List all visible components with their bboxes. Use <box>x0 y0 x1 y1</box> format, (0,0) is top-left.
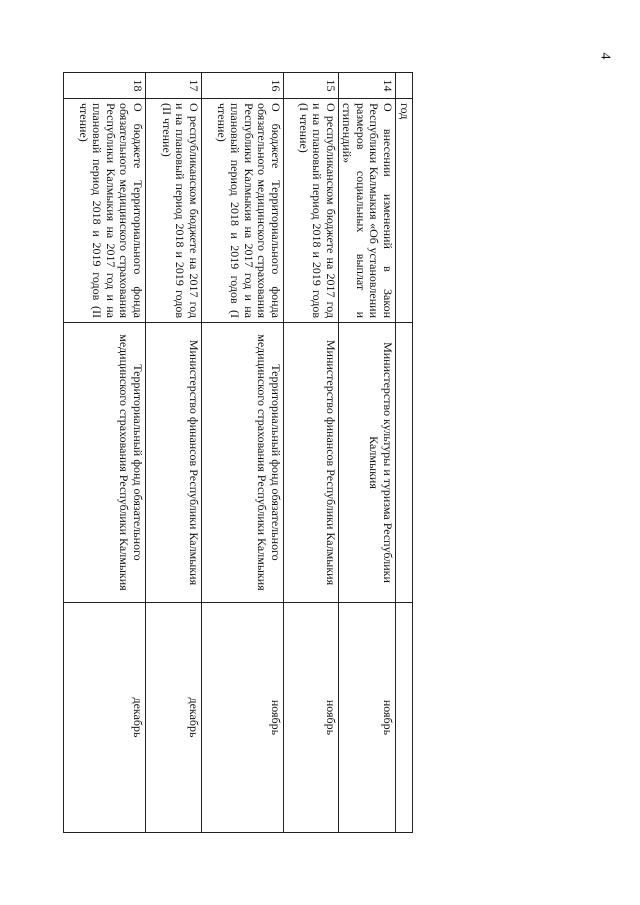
cell-bill-title: О бюджете Территориального фонда обязательного медицинского страхования Республики Калмыкия на 2017 год и на плановый период 2018 и 2019 годов (II чтение) <box>64 99 146 323</box>
cell-responsible: Министерство культуры и туризма Республики Калмыкия <box>339 323 396 603</box>
cell-month: ноябрь <box>284 603 339 833</box>
cell-number: 14 <box>339 73 396 99</box>
page-number: 4 <box>597 52 613 60</box>
legislation-plan-table <box>63 72 413 833</box>
cell-responsible: Территориальный фонд обязательного медицинского страхования Республики Калмыкия <box>202 323 284 603</box>
cell-responsible <box>396 323 413 603</box>
cell-bill-title: год <box>396 99 413 323</box>
table-row <box>202 73 284 833</box>
rotated-table-container <box>68 72 413 832</box>
cell-month: декабрь <box>64 603 146 833</box>
cell-month: ноябрь <box>339 603 396 833</box>
table-row-continuation <box>396 73 413 833</box>
cell-bill-title: О внесении изменений в Закон Республики Калмыкия «Об установлении размеров социальных выплат и стипендий» <box>339 99 396 323</box>
cell-bill-title: О бюджете Территориального фонда обязательного медицинского страхования Республики Калмыкия на 2017 год и на плановый период 2018 и 2019 годов (I чтение) <box>202 99 284 323</box>
cell-number: 18 <box>64 73 146 99</box>
cell-bill-title: О республиканском бюджете на 2017 год и на плановый период 2018 и 2019 годов (II чтение) <box>146 99 202 323</box>
cell-responsible: Министерство финансов Республики Калмыкия <box>146 323 202 603</box>
cell-number: 17 <box>146 73 202 99</box>
cell-month <box>396 603 413 833</box>
cell-month: ноябрь <box>202 603 284 833</box>
table-row <box>284 73 339 833</box>
cell-number: 16 <box>202 73 284 99</box>
cell-bill-title: О республиканском бюджете на 2017 год и на плановый период 2018 и 2019 годов (I чтение) <box>284 99 339 323</box>
cell-number <box>396 73 413 99</box>
table-row <box>339 73 396 833</box>
cell-responsible: Министерство финансов Республики Калмыкия <box>284 323 339 603</box>
table-row <box>146 73 202 833</box>
cell-responsible: Территориальный фонд обязательного медицинского страхования Республики Калмыкия <box>64 323 146 603</box>
cell-month: декабрь <box>146 603 202 833</box>
cell-number: 15 <box>284 73 339 99</box>
table-row <box>64 73 146 833</box>
